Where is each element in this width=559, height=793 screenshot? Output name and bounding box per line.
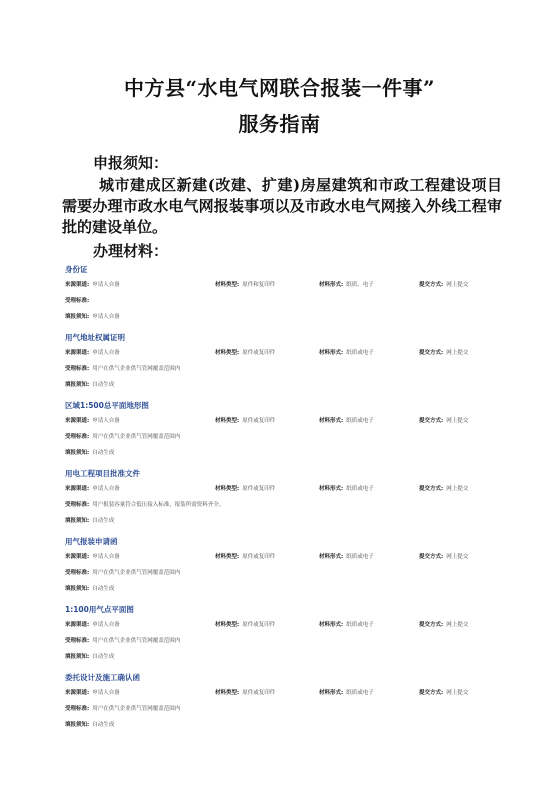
material-meta-row (65, 416, 495, 426)
material-type-cell (215, 348, 275, 356)
source-label: 来源渠道: (65, 554, 90, 560)
acceptance-standard-value: 用户在供气企业供气管网覆盖范围内 (92, 706, 181, 712)
source-label: 来源渠道: (65, 486, 90, 492)
material-form-cell (319, 552, 374, 560)
fill-notice-value: 自动生成 (92, 586, 115, 592)
material-form-value: 纸质或电子 (346, 622, 374, 628)
material-fill-row (65, 584, 495, 594)
source-cell (65, 484, 120, 492)
material-form-label: 材料形式: (319, 486, 344, 492)
fill-notice-label: 填报须知: (65, 450, 90, 456)
material-standard-row (65, 636, 495, 646)
fill-notice-cell (65, 516, 114, 524)
fill-notice-label: 填报须知: (65, 654, 90, 660)
acceptance-standard-label: 受理标准: (65, 366, 90, 372)
material-item (62, 604, 502, 672)
submit-method-label: 提交方式: (419, 486, 444, 492)
material-type-label: 材料类型: (215, 554, 240, 560)
material-form-cell (319, 280, 374, 288)
material-type-value: 原件或复印件 (242, 622, 276, 628)
material-type-label: 材料类型: (215, 622, 240, 628)
acceptance-standard-label: 受理标准: (65, 570, 90, 576)
material-fill-row (65, 516, 495, 526)
fill-notice-label: 填报须知: (65, 722, 90, 728)
material-form-label: 材料形式: (319, 690, 344, 696)
fill-notice-value: 自动生成 (92, 722, 115, 728)
source-cell (65, 552, 120, 560)
material-type-value: 原件和复印件 (242, 282, 276, 288)
material-standard-row (65, 704, 495, 714)
material-type-cell (215, 416, 275, 424)
source-value: 申请人自备 (92, 418, 120, 424)
source-label: 来源渠道: (65, 418, 90, 424)
material-name: 区域1:500总平面地形图 (65, 401, 149, 410)
submit-method-cell (419, 416, 468, 424)
material-form-label: 材料形式: (319, 350, 344, 356)
submit-method-value: 网上提交 (446, 350, 469, 356)
material-name: 用气地址权属证明 (65, 333, 125, 342)
fill-notice-label: 填报须知: (65, 314, 90, 320)
material-meta-row (65, 688, 495, 698)
acceptance-standard-label: 受理标准: (65, 638, 90, 644)
material-form-cell (319, 688, 374, 696)
materials-list (62, 264, 502, 740)
fill-notice-cell (65, 584, 114, 592)
material-form-cell (319, 416, 374, 424)
material-fill-row (65, 652, 495, 662)
submit-method-label: 提交方式: (419, 418, 444, 424)
material-type-value: 原件或复印件 (242, 486, 276, 492)
material-type-label: 材料类型: (215, 282, 240, 288)
material-type-value: 原件或复印件 (242, 350, 276, 356)
acceptance-standard-value: 用户在供气企业供气管网覆盖范围内 (92, 570, 181, 576)
material-type-value: 原件或复印件 (242, 418, 276, 424)
submit-method-cell (419, 280, 468, 288)
fill-notice-value: 自动生成 (92, 654, 115, 660)
material-form-value: 纸质或电子 (346, 554, 374, 560)
fill-notice-value: 自动生成 (92, 518, 115, 524)
acceptance-standard-label: 受理标准: (65, 298, 90, 304)
material-form-value: 纸质或电子 (346, 486, 374, 492)
acceptance-standard-cell (65, 636, 180, 644)
material-name: 用电工程项目批准文件 (65, 469, 140, 478)
acceptance-standard-cell (65, 704, 180, 712)
material-fill-row (65, 720, 495, 730)
submit-method-value: 网上提交 (446, 690, 469, 696)
source-label: 来源渠道: (65, 622, 90, 628)
submit-method-cell (419, 552, 468, 560)
material-meta-row (65, 620, 495, 630)
material-type-label: 材料类型: (215, 690, 240, 696)
material-item (62, 400, 502, 468)
fill-notice-cell (65, 380, 114, 388)
fill-notice-cell (65, 720, 114, 728)
fill-notice-cell (65, 448, 114, 456)
material-form-cell (319, 348, 374, 356)
material-name: 用气报装申请函 (65, 537, 118, 546)
acceptance-standard-label: 受理标准: (65, 434, 90, 440)
material-form-label: 材料形式: (319, 282, 344, 288)
material-standard-row (65, 500, 495, 510)
material-item (62, 264, 502, 332)
materials-heading: 办理材料： (93, 242, 169, 260)
submit-method-label: 提交方式: (419, 690, 444, 696)
source-value: 申请人自备 (92, 486, 120, 492)
material-standard-row (65, 568, 495, 578)
material-type-cell (215, 280, 275, 288)
fill-notice-label: 填报须知: (65, 586, 90, 592)
fill-notice-value: 自动生成 (92, 450, 115, 456)
material-form-label: 材料形式: (319, 418, 344, 424)
apply-notice-heading: 申报须知： (93, 154, 169, 172)
source-label: 来源渠道: (65, 350, 90, 356)
material-meta-row (65, 484, 495, 494)
acceptance-standard-value: 用户在供气企业供气管网覆盖范围内 (92, 366, 181, 372)
fill-notice-cell (65, 312, 120, 320)
submit-method-value: 网上提交 (446, 554, 469, 560)
source-label: 来源渠道: (65, 282, 90, 288)
material-name: 委托设计及施工确认函 (65, 673, 140, 682)
material-fill-row (65, 312, 495, 322)
source-cell (65, 416, 120, 424)
fill-notice-value: 申请人自备 (92, 314, 120, 320)
acceptance-standard-cell (65, 500, 224, 508)
fill-notice-label: 填报须知: (65, 518, 90, 524)
material-type-cell (215, 620, 275, 628)
material-form-cell (319, 620, 374, 628)
material-fill-row (65, 448, 495, 458)
source-value: 申请人自备 (92, 282, 120, 288)
submit-method-value: 网上提交 (446, 622, 469, 628)
material-name: 1:100用气点平面图 (65, 605, 134, 614)
material-type-label: 材料类型: (215, 350, 240, 356)
document-subtitle: 服务指南 (238, 112, 321, 136)
submit-method-cell (419, 348, 468, 356)
acceptance-standard-cell (65, 432, 180, 440)
submit-method-cell (419, 620, 468, 628)
material-form-cell (319, 484, 374, 492)
submit-method-value: 网上提交 (446, 486, 469, 492)
material-type-value: 原件或复印件 (242, 554, 276, 560)
material-type-label: 材料类型: (215, 418, 240, 424)
material-type-value: 原件或复印件 (242, 690, 276, 696)
submit-method-cell (419, 688, 468, 696)
material-item (62, 672, 502, 740)
acceptance-standard-value: 用户报装容量符合低压接入标准，报装所需资料齐全。 (92, 502, 225, 508)
material-standard-row (65, 432, 495, 442)
source-cell (65, 688, 120, 696)
material-form-value: 纸质或电子 (346, 350, 374, 356)
acceptance-standard-label: 受理标准: (65, 706, 90, 712)
submit-method-label: 提交方式: (419, 622, 444, 628)
source-value: 申请人自备 (92, 690, 120, 696)
acceptance-standard-cell (65, 296, 92, 304)
acceptance-standard-cell (65, 364, 180, 372)
material-item (62, 536, 502, 604)
document-title: 中方县“水电气网联合报装一件事” (123, 76, 435, 100)
fill-notice-label: 填报须知: (65, 382, 90, 388)
submit-method-cell (419, 484, 468, 492)
material-type-cell (215, 552, 275, 560)
submit-method-label: 提交方式: (419, 350, 444, 356)
material-type-cell (215, 688, 275, 696)
source-value: 申请人自备 (92, 350, 120, 356)
submit-method-label: 提交方式: (419, 554, 444, 560)
material-form-value: 纸质或电子 (346, 418, 374, 424)
source-label: 来源渠道: (65, 690, 90, 696)
apply-notice-body: 城市建成区新建(改建、扩建)房屋建筑和市政工程建设项目需要办理市政水电气网报装事项以及市政水电气网接入外线工程审批的建设单位。 (62, 176, 502, 236)
material-item (62, 332, 502, 400)
material-meta-row (65, 280, 495, 290)
source-value: 申请人自备 (92, 554, 120, 560)
material-form-label: 材料形式: (319, 554, 344, 560)
material-form-value: 纸质或电子 (346, 690, 374, 696)
acceptance-standard-cell (65, 568, 180, 576)
source-cell (65, 620, 120, 628)
material-type-cell (215, 484, 275, 492)
source-cell (65, 348, 120, 356)
material-standard-row (65, 364, 495, 374)
material-standard-row (65, 296, 495, 306)
material-form-label: 材料形式: (319, 622, 344, 628)
fill-notice-cell (65, 652, 114, 660)
acceptance-standard-label: 受理标准: (65, 502, 90, 508)
acceptance-standard-value: 用户在供气企业供气管网覆盖范围内 (92, 434, 181, 440)
material-meta-row (65, 348, 495, 358)
material-meta-row (65, 552, 495, 562)
submit-method-label: 提交方式: (419, 282, 444, 288)
source-cell (65, 280, 120, 288)
fill-notice-value: 自动生成 (92, 382, 115, 388)
acceptance-standard-value: 用户在供气企业供气管网覆盖范围内 (92, 638, 181, 644)
submit-method-value: 网上提交 (446, 282, 469, 288)
material-name: 身份证 (65, 265, 88, 274)
material-item (62, 468, 502, 536)
material-type-label: 材料类型: (215, 486, 240, 492)
submit-method-value: 网上提交 (446, 418, 469, 424)
material-fill-row (65, 380, 495, 390)
source-value: 申请人自备 (92, 622, 120, 628)
material-form-value: 纸质、电子 (346, 282, 374, 288)
